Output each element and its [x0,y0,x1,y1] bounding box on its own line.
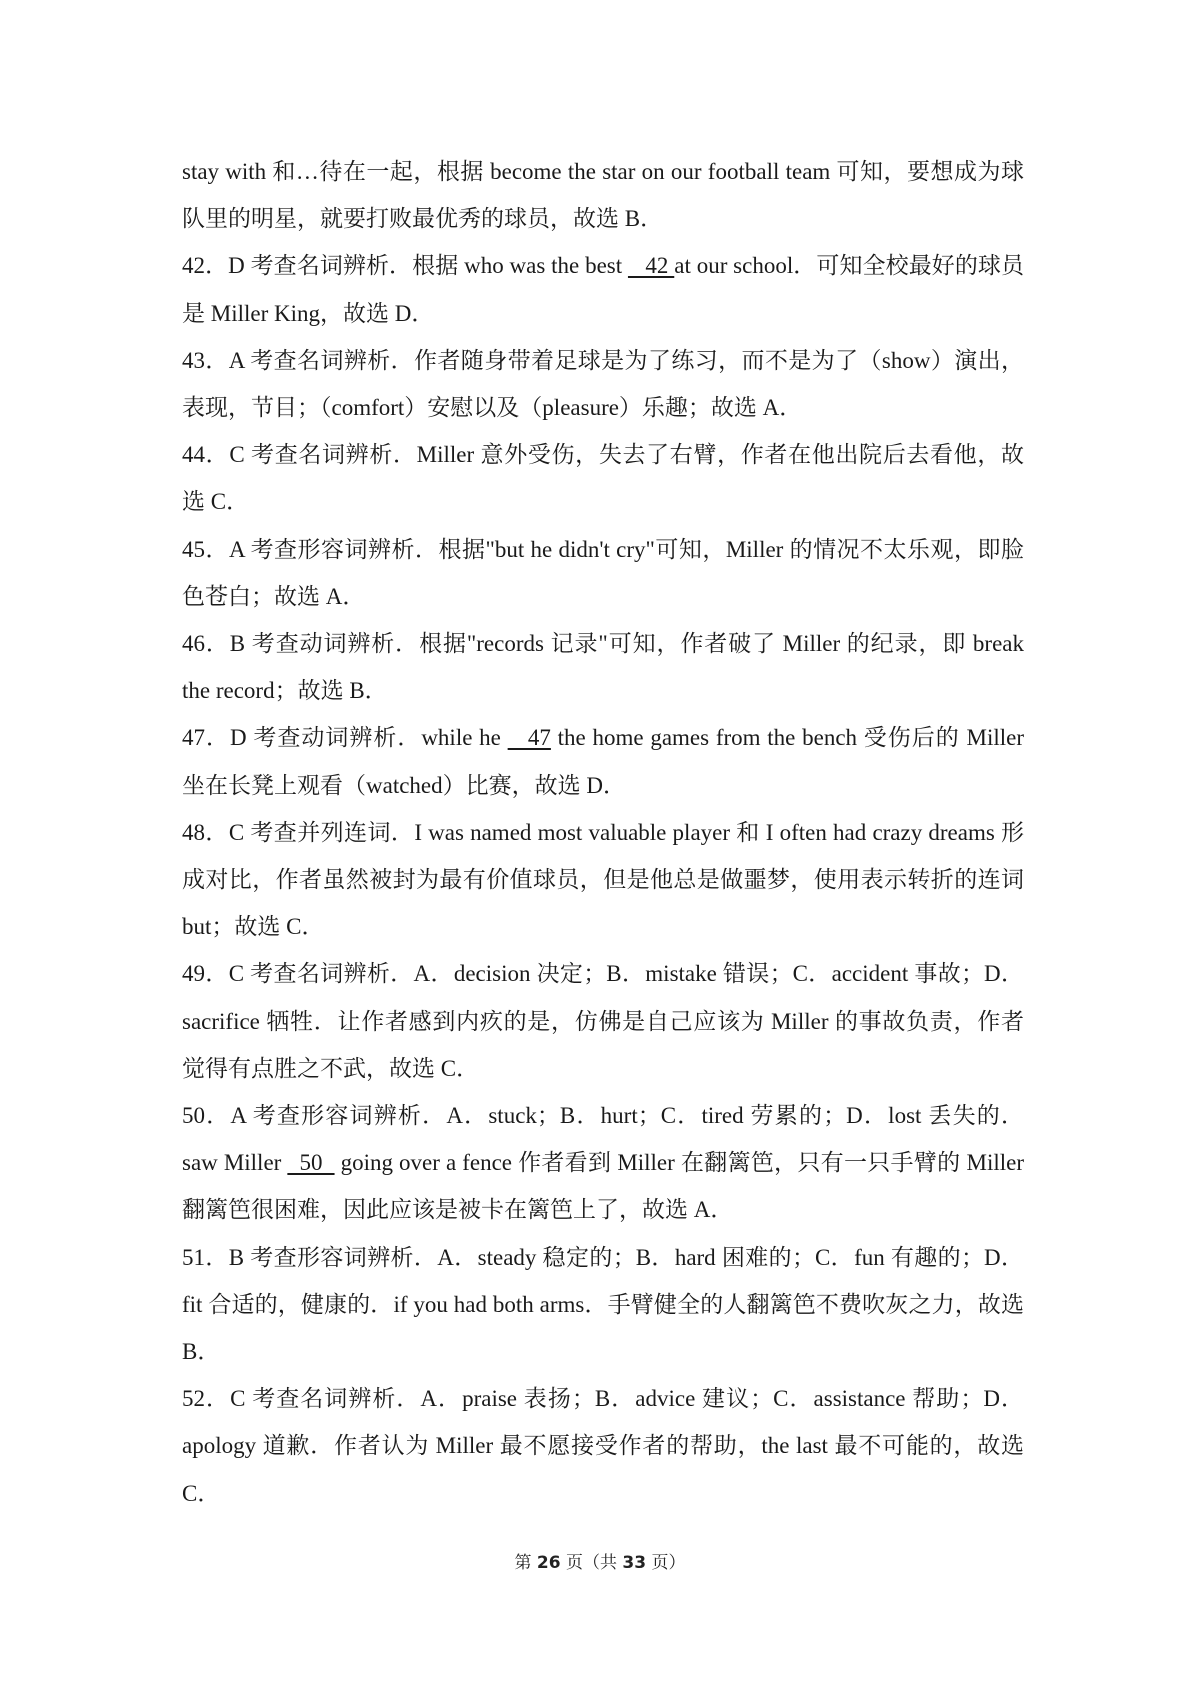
footer-prefix: 第 [514,1553,537,1573]
paragraph-text: 45．A 考查形容词辨析．根据"but he didn't cry"可知，Miller 的情况不太乐观，即脸色苍白；故选 A． [182,536,1024,609]
paragraph-p48 [182,809,1024,951]
answer-explanations-body [182,148,1024,1517]
paragraph-text: 44．C 考查名词辨析．Miller 意外受伤，失去了右臂，作者在他出院后去看他，故选 C． [182,442,1024,515]
paragraph-p43 [182,337,1024,431]
paragraph-text: 49．C 考查名词辨析．A．decision 决定；B．mistake 错误；C．accident 事故；D．sacrifice 牺牲．让作者感到内疚的是，仿佛是自己应该为 Miller 的事故负责，作者觉得有点胜之不武，故选 C． [182,961,1024,1081]
paragraph-p45 [182,526,1024,620]
paragraph-text: 52．C 考查名词辨析．A．praise 表扬；B．advice 建议；C．assistance 帮助；D．apology 道歉．作者认为 Miller 最不愿接受作者的帮助，the last 最不可能的，故选 C． [182,1386,1024,1506]
paragraph-text: 50．A 考查形容词辨析．A．stuck；B．hurt；C．tired 劳累的；D．lost 丢失的．saw Miller [182,1103,1024,1176]
paragraph-text: 47．D 考查动词辨析．while he [182,725,508,751]
page-footer [0,1548,1200,1573]
paragraph-p51 [182,1234,1024,1376]
paragraph-text: at our school．可知全校最好的球员是 Miller King，故选 D． [182,253,1024,326]
paragraph-text: going over a fence 作者看到 Miller 在翻篱笆，只有一只手臂的 Miller 翻篱笆很困难，因此应该是被卡在篱笆上了，故选 A． [182,1150,1024,1223]
footer-suffix: 页） [646,1553,686,1573]
footer-page-total: 33 [622,1553,647,1573]
paragraph-p44 [182,431,1024,525]
paragraph-p42 [182,242,1024,336]
paragraph-p46 [182,620,1024,714]
blank-number: 42 [627,253,675,279]
paragraph-text: 51．B 考查形容词辨析．A．steady 稳定的；B．hard 困难的；C．fun 有趣的；D．fit 合适的，健康的．if you had both arms．手臂健全的人翻篱笆不费吹灰之力，故选 B． [182,1244,1024,1365]
paragraph-p47 [182,714,1024,808]
paragraph-p49 [182,950,1024,1092]
paragraph-p50 [182,1092,1024,1234]
footer-middle: 页（共 [560,1553,623,1573]
paragraph-text: the home games from the bench 受伤后的 Miller 坐在长凳上观看（watched）比赛，故选 D． [182,725,1025,798]
paragraph-text: stay with 和…待在一起，根据 become the star on our football team 可知，要想成为球队里的明星，就要打败最优秀的球员，故选 B． [182,159,1024,232]
paragraph-p-cont [182,148,1024,242]
blank-number: 50 [287,1150,335,1176]
paragraph-text: 46．B 考查动词辨析．根据"records 记录"可知，作者破了 Miller 的纪录，即 break the record；故选 B． [182,631,1024,704]
paragraph-text: 48．C 考查并列连词．I was named most valuable player 和 I often had crazy dreams 形成对比，作者虽然被封为最有价值球员，但是他总是做噩梦，使用表示转折的连词 but；故选 C． [182,819,1024,940]
footer-page-current: 26 [536,1553,561,1573]
paragraph-text: 42．D 考查名词辨析．根据 who was the best [182,253,628,279]
paragraph-p52 [182,1375,1024,1517]
paragraph-text: 43．A 考查名词辨析．作者随身带着足球是为了练习，而不是为了（show）演出，表现，节目；（comfort）安慰以及（pleasure）乐趣；故选 A． [182,347,1024,421]
blank-number: 47 [507,725,551,751]
